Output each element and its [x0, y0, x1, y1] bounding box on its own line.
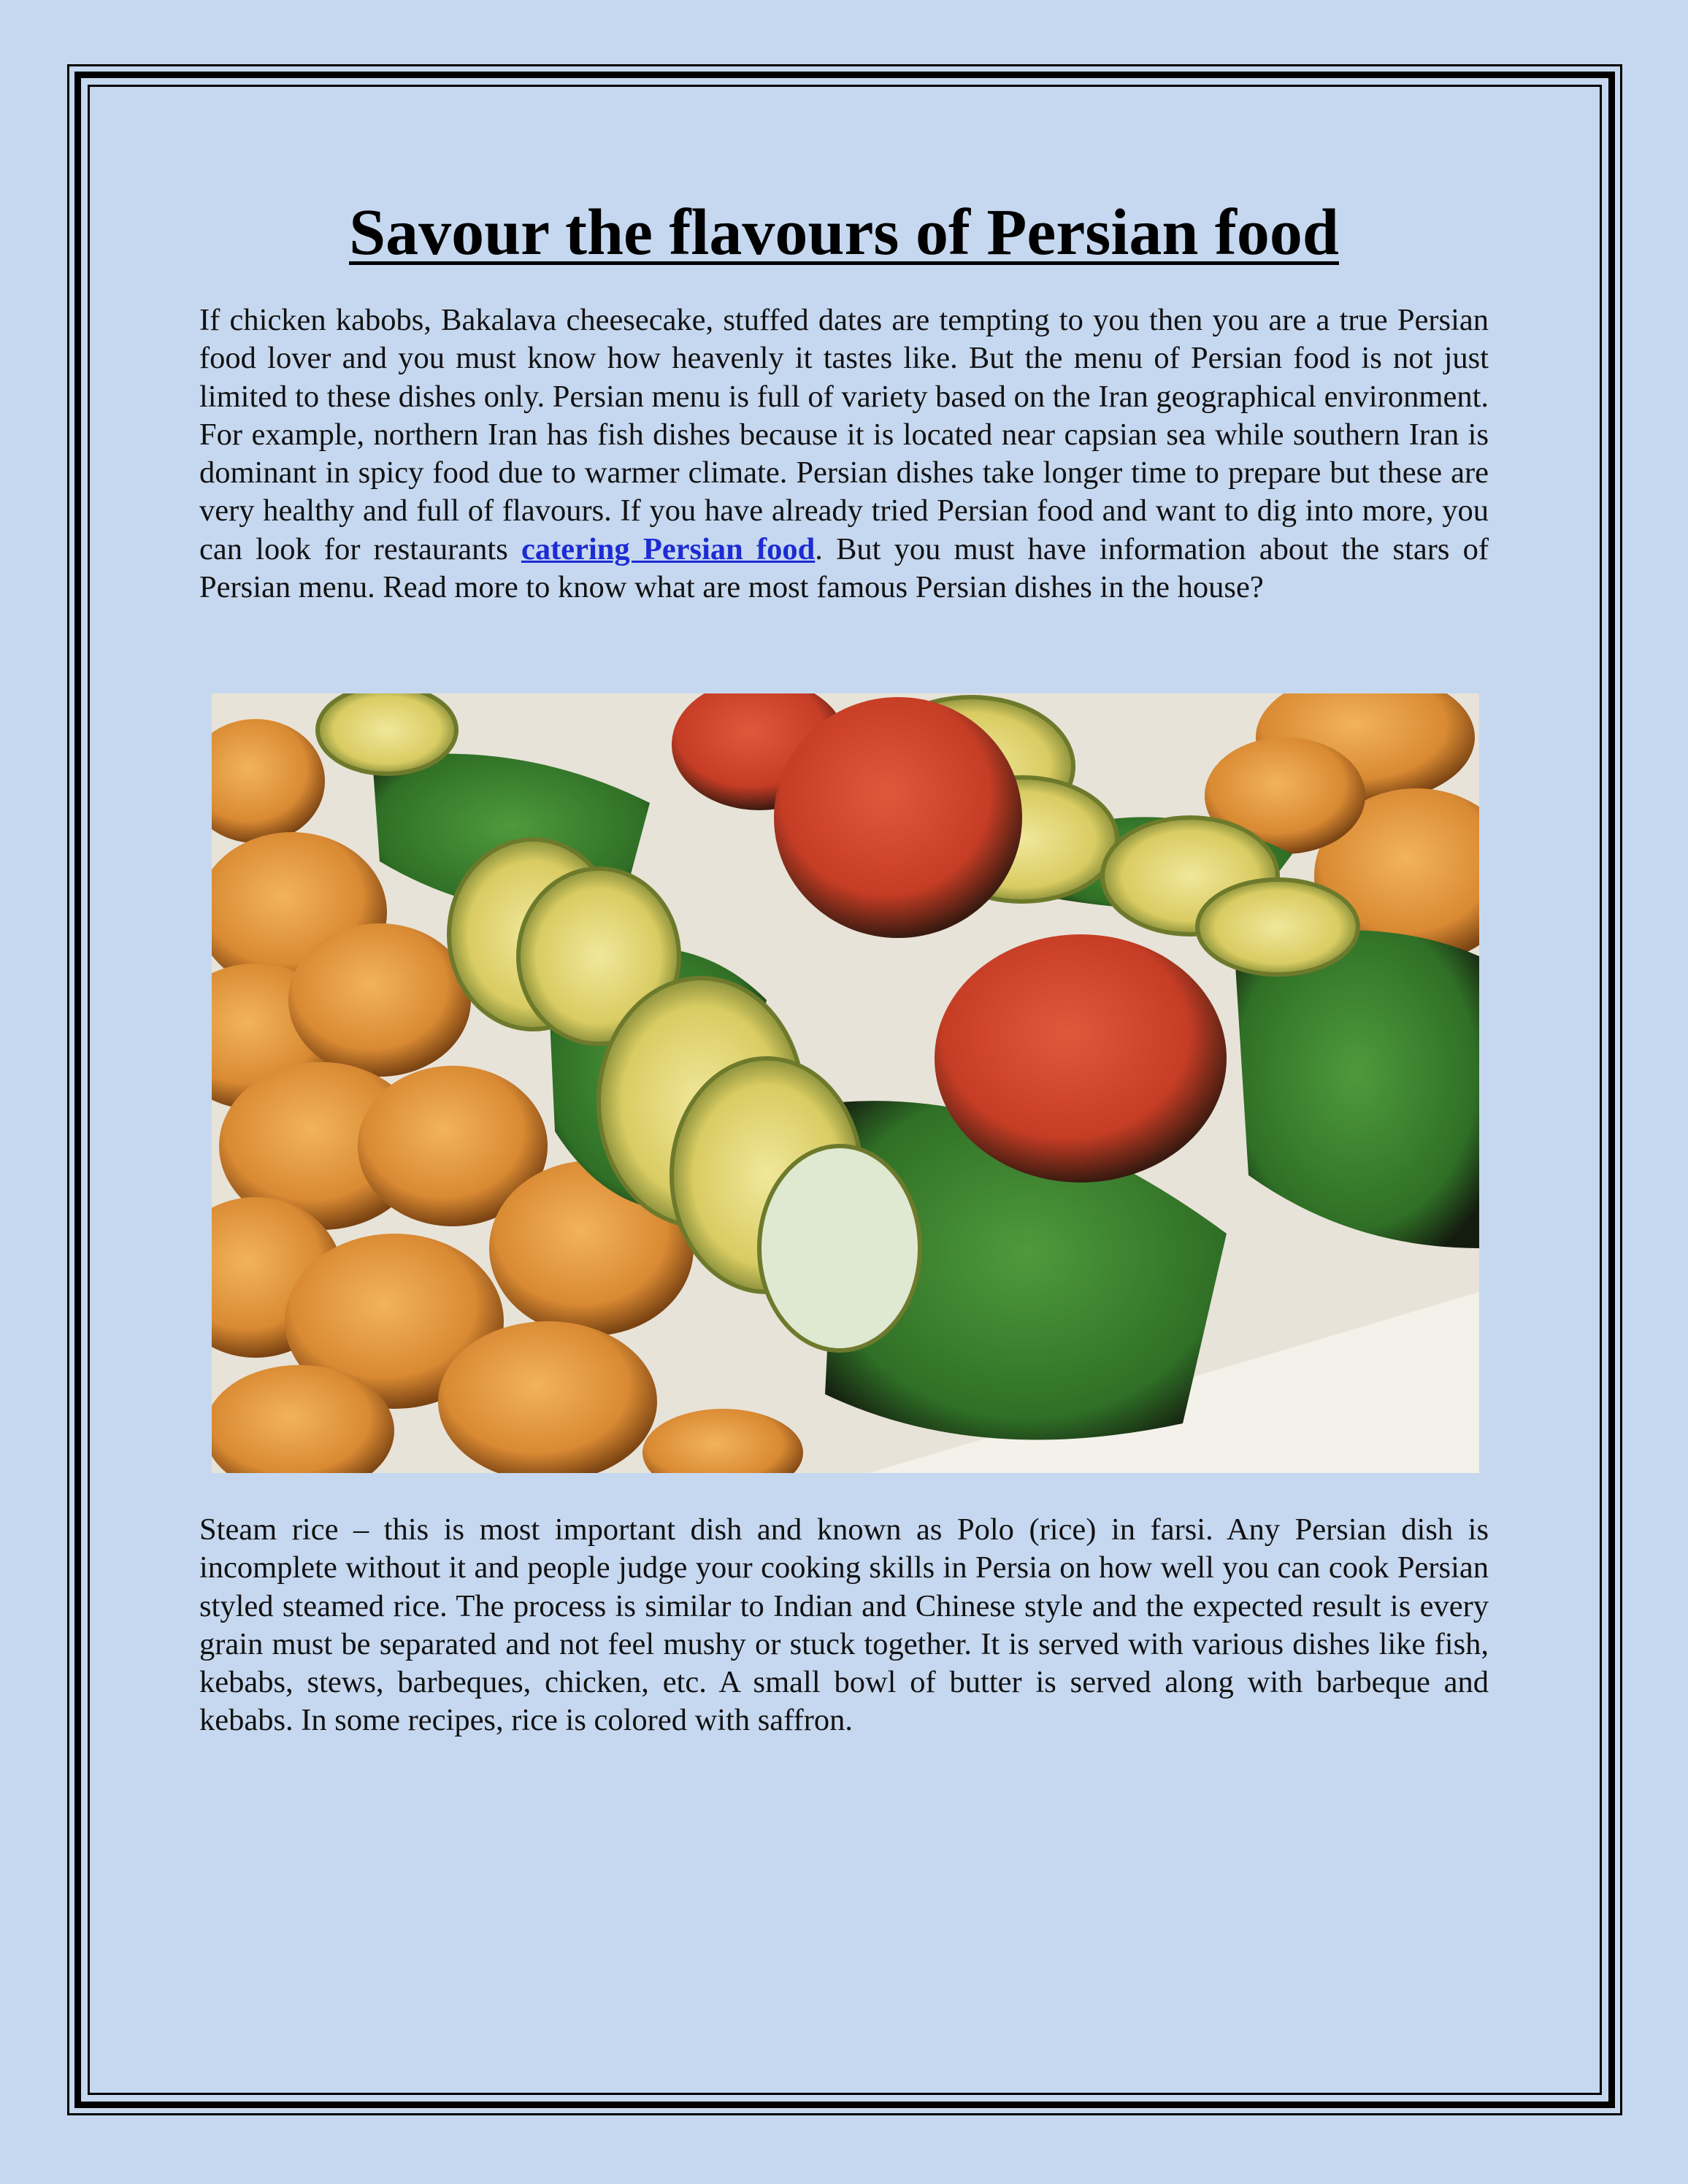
intro-text: If chicken kabobs, Bakalava cheesecake, stuffed dates are tempting to you then you are a true Persian food lover and you must know how heavenly it tastes like. But the menu of Persian food is not just limited to these dishes only. Persian menu is full of variety based on the Iran geographical environment. For example, northern Iran has fish dishes because it is located near capsian sea while southern Iran is dominant in spicy food due to warmer climate. Persian dishes take longer time to prepare but these are very healthy and full of flavours. If you have already tried Persian food and want to dig into more, you can look for restaurants	[199, 303, 1489, 566]
kebab-illustration	[212, 693, 1479, 1473]
intro-paragraph	[199, 301, 1489, 607]
steam-rice-paragraph: Steam rice – this is most important dish and known as Polo (rice) in farsi. Any Persian dish is incomplete without it and people judge your cooking skills in Persia on how well you can cook Persian styled steamed rice. The process is similar to Indian and Chinese style and the expected result is every grain must be separated and not feel mushy or stuck together. It is served with various dishes like fish, kebabs, stews, barbeques, chicken, etc. A small bowl of butter is served along with barbeque and kebabs. In some recipes, rice is colored with saffron.	[199, 1512, 1489, 1738]
page-title: Savour the flavours of Persian food	[349, 196, 1339, 269]
article-content	[199, 193, 1489, 607]
intro-text-continued: . But you must have information about the stars of Persian menu. Read more to know what are most famous Persian dishes in the house?	[199, 531, 1489, 605]
catering-persian-food-link[interactable]: catering Persian food	[521, 531, 816, 566]
kebab-photo	[212, 693, 1479, 1473]
